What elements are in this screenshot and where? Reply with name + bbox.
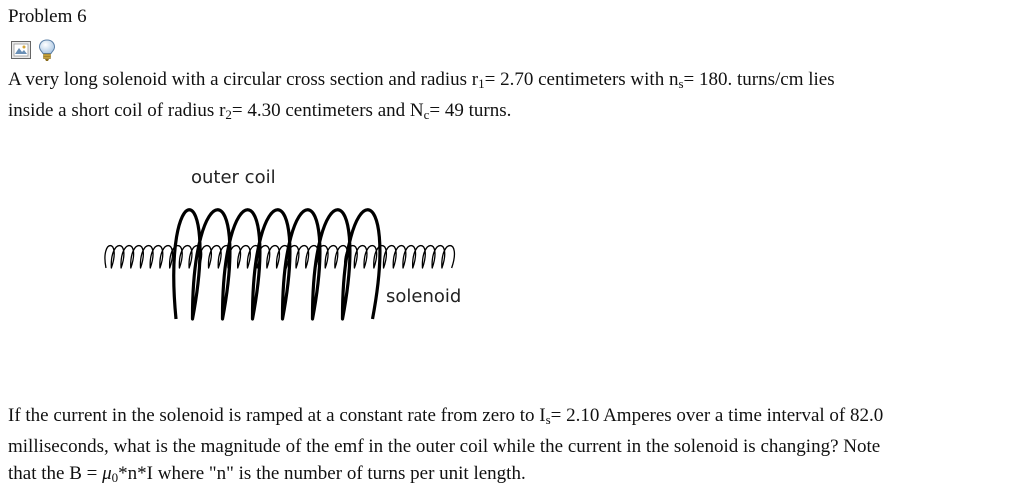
toolbar-icons bbox=[10, 38, 58, 62]
problem-intro: A very long solenoid with a circular cross section and radius $r_1= 2.70$ centimeters with $n_s= 180$. turns/cm lies inside a short coil of radius $r_2= 4.30$ centimeters and $N_c= 49$ turns. bbox=[8, 69, 835, 122]
solenoid-label: solenoid bbox=[386, 286, 462, 307]
hint-lightbulb-icon[interactable] bbox=[36, 38, 58, 62]
coil-drawing bbox=[96, 162, 496, 342]
outer-coil-label: outer coil bbox=[191, 167, 276, 188]
problem-title: Problem 6 bbox=[8, 6, 87, 27]
solenoid-coil bbox=[105, 246, 455, 268]
screenshot-icon[interactable] bbox=[10, 38, 32, 62]
problem-question: If the current in the solenoid is ramped at a constant rate from zero to $I_s= 2.10$ Amperes over a time interval of 82.0 milliseconds, what is the magnitude of the emf in the outer coil while the current in the solenoid is changing? Note that the $B = \mu_0*n*I$ where "n" is the number of turns per unit length. bbox=[8, 405, 884, 485]
coil-figure bbox=[96, 162, 496, 342]
